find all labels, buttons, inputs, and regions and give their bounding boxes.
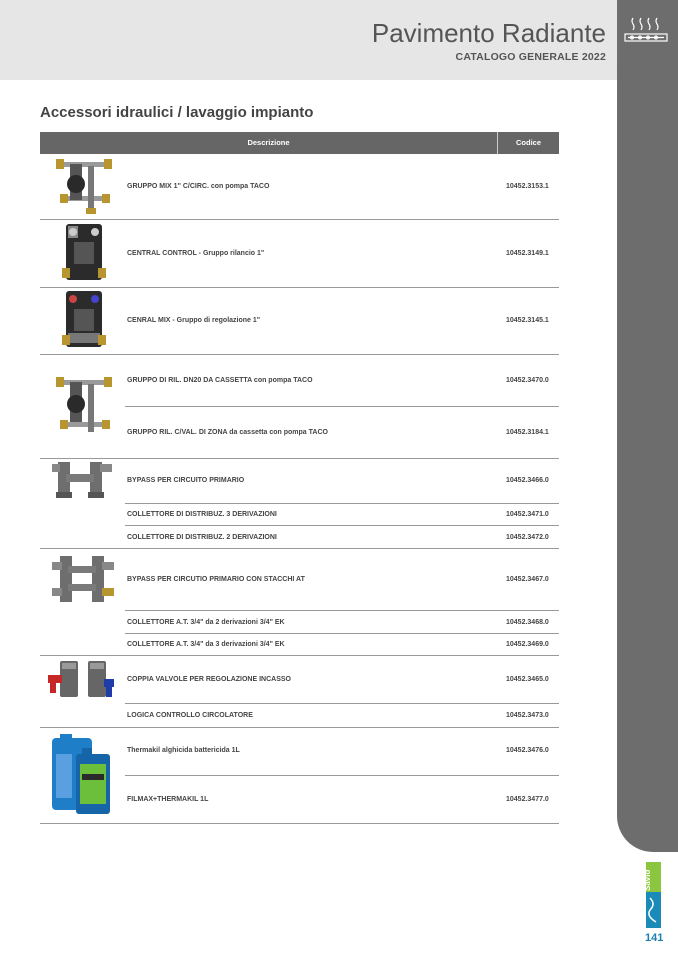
row-description: COLLETTORE DI DISTRIBUZ. 3 DERIVAZIONI [127,511,277,518]
relaunch-group-image [52,374,116,438]
row-divider [40,354,559,355]
page-title: Pavimento Radiante [371,18,606,48]
page-number: 141 [645,932,664,944]
row-divider [40,655,559,656]
row-description: COLLETTORE DI DISTRIBUZ. 2 DERIVAZIONI [127,534,277,541]
row-description: COPPIA VALVOLE PER REGOLAZIONE INCASSO [127,676,291,683]
row-description: GRUPPO RIL. C/VAL. DI ZONA da cassetta con pompa TACO [127,429,328,436]
row-code: 10452.3471.0 [506,511,549,518]
central-control-image [62,222,106,284]
row-code: 10452.3149.1 [506,250,549,257]
row-divider [125,633,559,634]
row-code: 10452.3466.0 [506,477,549,484]
row-divider [40,823,559,824]
bypass-at-image [52,552,114,606]
row-code: 10452.3476.0 [506,747,549,754]
row-description: BYPASS PER CIRCUITO PRIMARIO [127,477,245,484]
row-divider [40,219,559,220]
row-divider [125,503,559,504]
row-divider [125,610,559,611]
thermakil-bottles-image [50,734,112,816]
row-description: COLLETTORE A.T. 3/4" da 2 derivazioni 3/4" EK [127,619,285,626]
row-description: FILMAX+THERMAKIL 1L [127,796,209,803]
row-description: BYPASS PER CIRCUTIO PRIMARIO CON STACCHI AT [127,576,305,583]
row-code: 10452.3468.0 [506,619,549,626]
brand-name: Savio [643,869,652,891]
row-code: 10452.3145.1 [506,317,549,324]
row-description: GRUPPO MIX 1" C/CIRC. con pompa TACO [127,183,270,190]
row-description: CENTRAL CONTROL - Gruppo rilancio 1" [127,250,265,257]
side-tab [617,0,678,852]
row-code: 10452.3473.0 [506,712,549,719]
row-divider [125,775,559,776]
row-code: 10452.3153.1 [506,183,549,190]
row-divider [125,703,559,704]
row-code: 10452.3470.0 [506,377,549,384]
bypass-image [52,460,114,500]
row-description: COLLETTORE A.T. 3/4" da 3 derivazioni 3/4" EK [127,641,285,648]
row-description: CENRAL MIX - Gruppo di regolazione 1" [127,317,261,324]
row-divider [40,287,559,288]
row-description: Thermakil alghicida battericida 1L [127,747,240,754]
row-code: 10452.3184.1 [506,429,549,436]
row-divider [125,406,559,407]
row-code: 10452.3469.0 [506,641,549,648]
row-divider [40,727,559,728]
row-code: 10452.3467.0 [506,576,549,583]
page-subtitle: CATALOGO GENERALE 2022 [455,51,606,63]
row-code: 10452.3477.0 [506,796,549,803]
radiant-floor-icon [623,14,669,46]
row-description: LOGICA CONTROLLO CIRCOLATORE [127,712,253,719]
row-divider [40,548,559,549]
valve-pair-image [48,657,114,701]
central-mix-image [62,289,106,351]
row-divider [125,525,559,526]
row-code: 10452.3465.0 [506,676,549,683]
row-description: GRUPPO DI RIL. DN20 DA CASSETTA con pompa TACO [127,377,313,384]
row-divider [40,458,559,459]
column-header-description: Descrizione [40,132,498,154]
row-code: 10452.3472.0 [506,534,549,541]
section-title: Accessori idraulici / lavaggio impianto [40,104,314,121]
column-header-code: Codice [515,138,541,147]
brand-wave-icon [647,896,660,924]
table-header [40,132,559,154]
mix-group-pump-image [52,156,116,218]
